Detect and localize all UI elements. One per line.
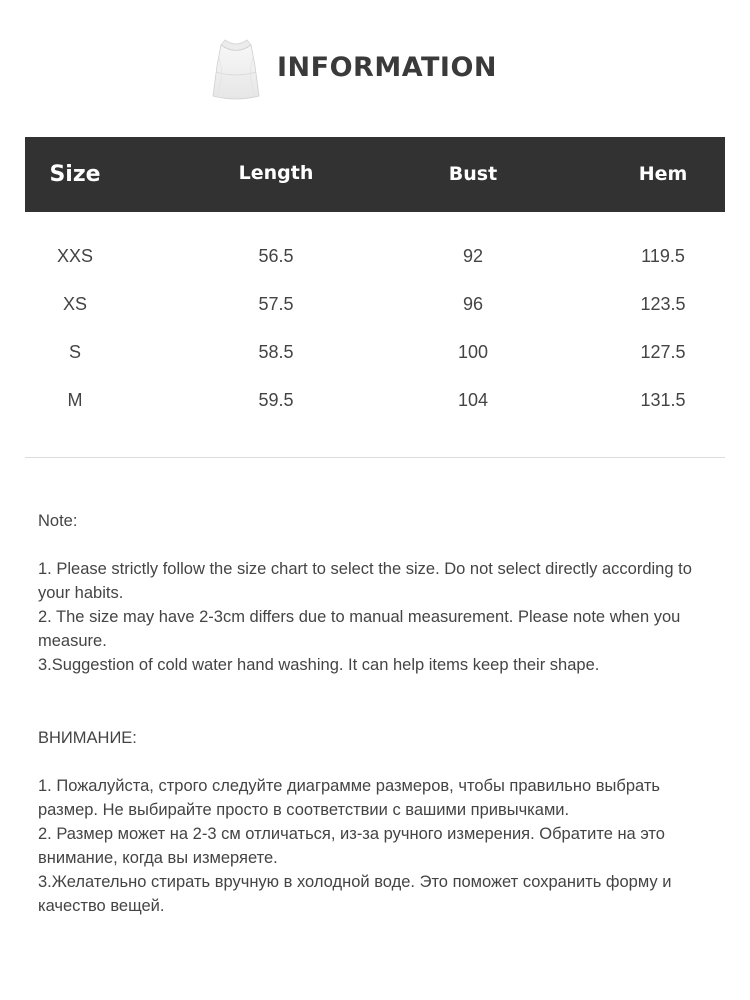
note-item-en: 3.Suggestion of cold water hand washing. It can help items keep their shape. [38,656,600,674]
cell-bust: 92 [462,246,484,266]
cell-size: XS [62,294,87,314]
cell-hem: 119.5 [641,246,685,266]
note-title-ru-text: ВНИМАНИЕ: [38,729,137,747]
table-row [25,328,725,376]
cell-size: XXS [56,246,94,266]
table-row [25,280,725,328]
cell-size: M [67,390,83,410]
note-item-en: 1. Please strictly follow the size chart to select the size. Do not select directly according to your habits. [38,560,692,602]
table-row [25,232,725,280]
cell-hem: 127.5 [640,342,686,362]
note-list-en [38,557,718,677]
note-title-en [38,509,718,533]
size-table-header [25,137,725,212]
note-title-ru [38,726,718,750]
note-list-ru [38,774,718,918]
cell-size: S [68,342,81,362]
note-item-ru: 2. Размер может на 2-3 см отличаться, из-за ручного измерения. Обратите на это внимание, когда вы измеряете. [38,825,665,867]
cell-length: 58.5 [258,342,294,362]
column-header-length: Length [238,162,314,184]
cell-length: 56.5 [258,246,294,266]
cell-hem: 123.5 [640,294,686,314]
page-header [0,30,750,110]
top-garment-icon [205,36,267,102]
cell-length: 57.5 [258,294,294,314]
note-item-ru: 1. Пожалуйста, строго следуйте диаграмме размеров, чтобы правильно выбрать размер. Не выбирайте просто в соответствии с вашими привычками. [38,777,660,819]
cell-length: 59.5 [258,390,294,410]
size-table-body [25,232,725,424]
cell-hem: 131.5 [640,390,686,410]
cell-bust: 104 [457,390,489,410]
note-title-en-text: Note: [38,512,78,530]
page-title: INFORMATION [277,52,498,83]
column-header-hem: Hem [638,163,688,185]
cell-bust: 96 [462,294,484,314]
table-row [25,376,725,424]
cell-bust: 100 [457,342,489,362]
note-item-en: 2. The size may have 2-3cm differs due to manual measurement. Please note when you measure. [38,608,681,650]
column-header-size: Size [49,162,101,187]
note-item-ru: 3.Желательно стирать вручную в холодной воде. Это поможет сохранить форму и качество вещей. [38,873,672,915]
section-divider [25,457,725,458]
column-header-bust: Bust [448,163,498,185]
